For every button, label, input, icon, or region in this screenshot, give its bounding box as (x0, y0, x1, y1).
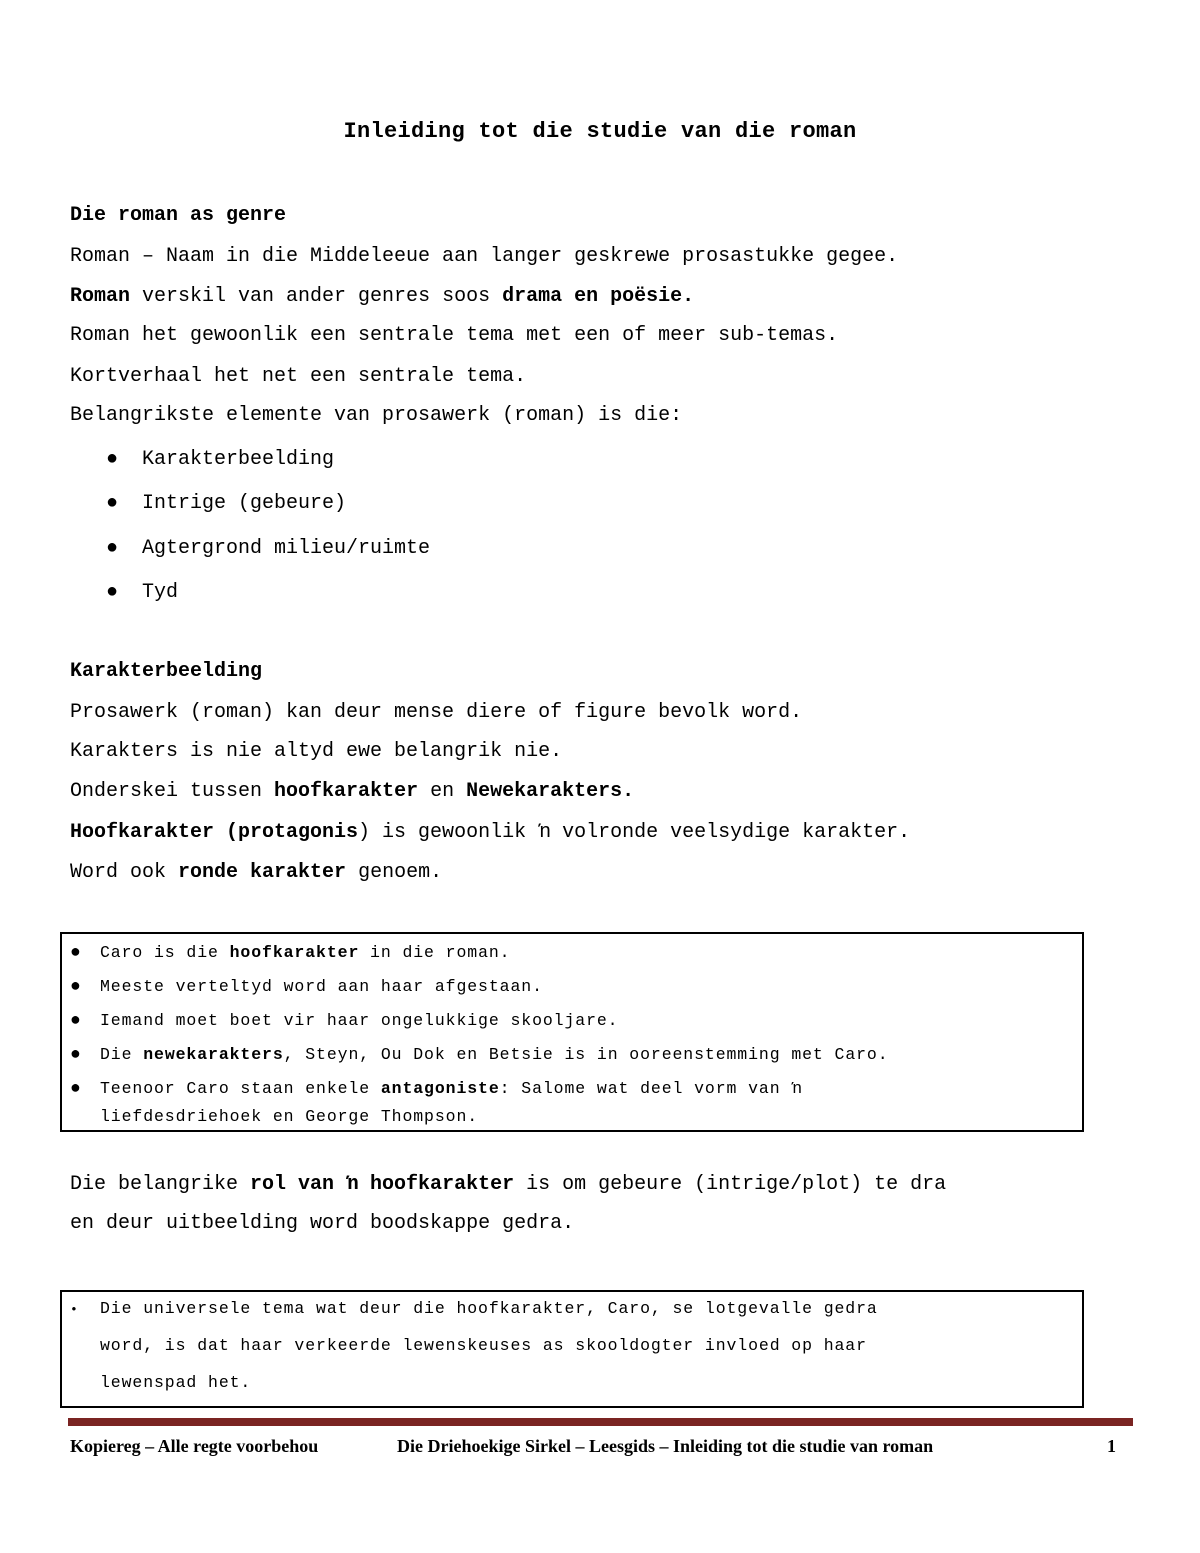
bullet-dot-icon: ● (106, 581, 119, 604)
footer-page-number: 1 (1107, 1436, 1116, 1456)
bullet-dot-icon: ● (70, 1011, 82, 1031)
list-item-text: Karakterbeelding (142, 448, 335, 471)
bold-text: ronde karakter (178, 861, 347, 884)
text-span: : Salome wat deel vorm van ŉ (499, 1079, 803, 1098)
text-span: , Steyn, Ou Dok en Betsie is in ooreenstemming met Caro. (283, 1045, 889, 1064)
text-span: in die roman. (359, 943, 511, 962)
example-box-theme (60, 1290, 1084, 1408)
bold-text: rol van ŉ hoofkarakter (250, 1173, 515, 1196)
text-span: is om gebeure (intrige/plot) te dra (514, 1173, 947, 1196)
list-item-text: Tyd (142, 581, 179, 604)
bullet-dot-icon: ● (70, 977, 82, 997)
bold-text: Hoofkarakter (protagonis (70, 821, 359, 844)
list-item (106, 446, 334, 474)
paragraph-line: Prosawerk (roman) kan deur mense diere of figure bevolk word. (70, 701, 803, 724)
text-span: genoem. (346, 861, 443, 884)
text-span: Onderskei tussen (70, 780, 275, 803)
text-span: Die universele tema wat deur die hoofkarakter, Caro, se lotgevalle gedra (100, 1299, 878, 1318)
bullet-dot-icon: ● (70, 1045, 82, 1065)
footer-document-title: Die Driehoekige Sirkel – Leesgids – Inleiding tot die studie van roman (397, 1436, 934, 1456)
paragraph-line: Karakters is nie altyd ewe belangrik nie. (70, 740, 563, 763)
box-list-item-continuation: liefdesdriehoek en George Thompson. (100, 1107, 479, 1126)
paragraph-line (70, 778, 634, 806)
paragraph-line (70, 859, 442, 887)
box-list-item (70, 942, 510, 964)
example-box-caro (60, 932, 1084, 1132)
bold-text: drama en poësie. (502, 285, 695, 308)
paragraph-line: Roman – Naam in die Middeleeue aan langer geskrewe prosastukke gegee. (70, 245, 899, 268)
text-span: Die belangrike (70, 1173, 251, 1196)
bullet-dot-icon: ● (70, 1079, 82, 1099)
footer-copyright: Kopiereg – Alle regte voorbehou (70, 1436, 319, 1456)
bold-text: antagoniste (380, 1079, 500, 1098)
text-span: ) is gewoonlik ŉ volronde veelsydige karakter. (358, 821, 911, 844)
text-span: Teenoor Caro staan enkele (100, 1079, 381, 1098)
text-span: Iemand moet boet vir haar ongelukkige skooljare. (100, 1011, 619, 1030)
box-list-item (70, 1010, 618, 1032)
bold-text: newekarakters (143, 1045, 284, 1064)
box-list-item-continuation: lewenspad het. (100, 1373, 252, 1392)
text-span: Word ook (70, 861, 179, 884)
box-list-item (70, 1044, 889, 1066)
text-span: Caro is die (100, 943, 230, 962)
list-item (106, 579, 178, 607)
bold-text: hoofkarakter (229, 943, 360, 962)
page-title: Inleiding tot die studie van die roman (343, 119, 857, 144)
bold-text: Newekarakters. (466, 780, 635, 803)
bullet-dot-icon: ● (70, 943, 82, 963)
section-heading-karakterbeelding: Karakterbeelding (70, 660, 263, 683)
text-span: en (418, 780, 467, 803)
box-list-item (70, 1078, 802, 1100)
paragraph-line (70, 283, 694, 311)
box-list-item (70, 1298, 878, 1321)
footer-rule (68, 1418, 1133, 1426)
bullet-dot-icon: ● (106, 537, 119, 560)
paragraph-line (70, 1171, 946, 1199)
bullet-dot-icon: • (70, 1302, 79, 1317)
list-item (106, 535, 430, 563)
text-span: Die (100, 1045, 144, 1064)
paragraph-line (70, 819, 910, 847)
bullet-dot-icon: ● (106, 492, 119, 515)
paragraph-line: Kortverhaal het net een sentrale tema. (70, 365, 527, 388)
bold-text: hoofkarakter (274, 780, 419, 803)
text-span: Meeste verteltyd word aan haar afgestaan. (100, 977, 543, 996)
box-list-item (70, 976, 543, 998)
bold-text: Roman (70, 285, 131, 308)
text-span: verskil van ander genres soos (130, 285, 503, 308)
bullet-dot-icon: ● (106, 448, 119, 471)
list-item-text: Agtergrond milieu/ruimte (142, 537, 431, 560)
paragraph-line: Belangrikste elemente van prosawerk (roman) is die: (70, 404, 683, 427)
paragraph-line: Roman het gewoonlik een sentrale tema met een of meer sub-temas. (70, 324, 839, 347)
paragraph-line: en deur uitbeelding word boodskappe gedra. (70, 1212, 575, 1235)
section-heading-genre: Die roman as genre (70, 204, 287, 227)
box-list-item-continuation: word, is dat haar verkeerde lewenskeuses as skooldogter invloed op haar (100, 1336, 867, 1355)
list-item-text: Intrige (gebeure) (142, 492, 347, 515)
list-item (106, 490, 346, 518)
